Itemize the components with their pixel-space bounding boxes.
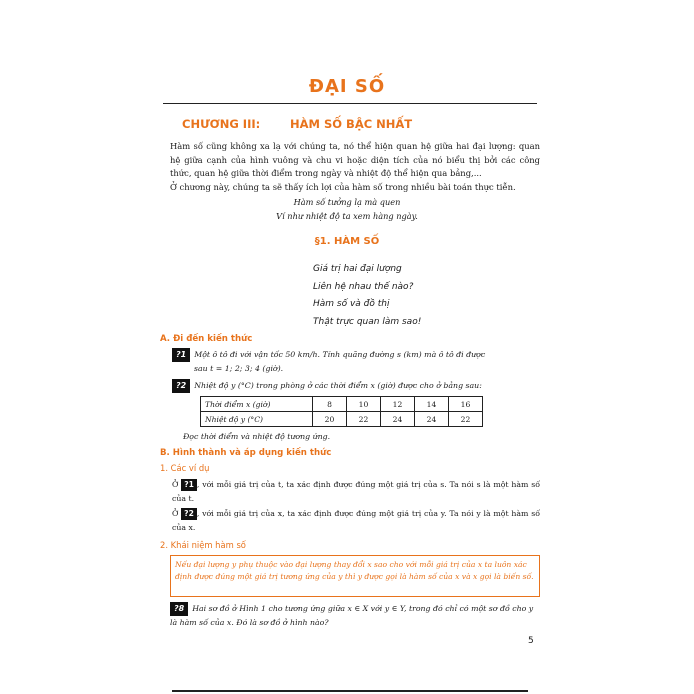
- question-2-text: Nhiệt độ y (°C) trong phòng ở các thời điểm x (giờ) được cho ở bảng sau:: [194, 381, 482, 390]
- table-cell: 22: [347, 412, 381, 427]
- example-2: [172, 507, 540, 534]
- question-badge: ?2: [181, 508, 197, 520]
- page-title: ĐẠI SỐ: [308, 76, 386, 97]
- question-8: [170, 602, 540, 629]
- table-cell: 24: [381, 412, 415, 427]
- title-divider: [163, 103, 537, 104]
- example-1: [172, 478, 540, 505]
- poem-line: Hàm số và đồ thị: [313, 299, 390, 309]
- intro-line2: Ở chương này, chúng ta sẽ thấy ích lợi của hàm số trong nhiều bài toán thực tiễn.: [170, 182, 516, 192]
- example-prefix: Ở: [172, 509, 179, 518]
- page-number: 5: [528, 636, 534, 646]
- question-8-text: Hai sơ đồ ở Hình 1 cho tương ứng giữa x ∈ X với y ∈ Y, trong đó chỉ có một sơ đồ cho y là hàm số của x. Đó là sơ đồ ở hình nào?: [170, 604, 534, 627]
- table-cell: 24: [415, 412, 449, 427]
- question-badge: ?2: [172, 379, 190, 393]
- intro-verse-2: Ví như nhiệt độ ta xem hàng ngày.: [276, 211, 418, 221]
- table-cell: 22: [449, 412, 483, 427]
- intro-verse-1: Hàm số tưởng lạ mà quen: [293, 197, 401, 207]
- part-a-heading: A. Đi đến kiến thức: [160, 334, 253, 344]
- chapter-title: HÀM SỐ BẬC NHẤT: [290, 117, 413, 131]
- subsection-examples: 1. Các ví dụ: [160, 463, 210, 473]
- question-1-line2: sau t = 1; 2; 3; 4 (giờ).: [194, 364, 284, 373]
- question-badge: ?8: [170, 602, 188, 616]
- chapter-heading: [182, 117, 482, 131]
- table-note: Đọc thời điểm và nhiệt độ tương ứng.: [183, 432, 331, 441]
- question-badge: ?1: [172, 348, 190, 362]
- question-badge: ?1: [181, 479, 197, 491]
- table-cell: 20: [313, 412, 347, 427]
- table-cell: 10: [347, 397, 381, 412]
- poem-line: Thật trực quan làm sao!: [313, 316, 422, 327]
- poem-line: Liên hệ nhau thế nào?: [313, 281, 414, 292]
- chapter-label: CHƯƠNG III:: [182, 117, 261, 131]
- question-1: [172, 348, 540, 362]
- table-cell: 12: [381, 397, 415, 412]
- example-2-text: , với mỗi giá trị của x, ta xác định được đúng một giá trị của y. Ta nói y là một hàm số của x.: [172, 509, 540, 532]
- question-2: [172, 379, 540, 393]
- table-cell: 8: [313, 397, 347, 412]
- table-cell: 14: [415, 397, 449, 412]
- example-prefix: Ở: [172, 480, 179, 489]
- table-cell: 16: [449, 397, 483, 412]
- part-b-heading: B. Hình thành và áp dụng kiến thức: [160, 448, 332, 458]
- table-row-label: Thời điểm x (giờ): [201, 397, 313, 412]
- question-1-line1: Một ô tô đi với vận tốc 50 km/h. Tính quãng đường s (km) mà ô tô đi được: [194, 350, 486, 359]
- table-row-label: Nhiệt độ y (°C): [201, 412, 313, 427]
- bottom-divider: [172, 690, 528, 692]
- intro-paragraph: Hàm số cũng không xa lạ với chúng ta, nó thể hiện quan hệ giữa hai đại lượng: quan hệ giữa cạnh của hình vuông và chu vi hoặc diện tích của nó biểu thị bởi các công thức, quan hệ giữa thời điểm trong ngày và nhiệt độ thể hiện qua bảng,...: [170, 141, 540, 178]
- poem: [313, 261, 513, 331]
- section-title: §1. HÀM SỐ: [314, 236, 380, 247]
- table-row: [201, 397, 483, 412]
- poem-line: Giá trị hai đại lượng: [313, 264, 402, 274]
- definition-box: Nếu đại lượng y phụ thuộc vào đại lượng thay đổi x sao cho với mỗi giá trị của x ta luôn xác định được đúng một giá trị tương ứng của y thì y được gọi là hàm số của x và x gọi là biến số.: [170, 555, 540, 597]
- example-1-text: , với mỗi giá trị của t, ta xác định được đúng một giá trị của s. Ta nói s là một hàm số của t.: [172, 480, 540, 503]
- temperature-table: [200, 396, 483, 427]
- table-row: [201, 412, 483, 427]
- subsection-function-concept: 2. Khái niệm hàm số: [160, 540, 246, 550]
